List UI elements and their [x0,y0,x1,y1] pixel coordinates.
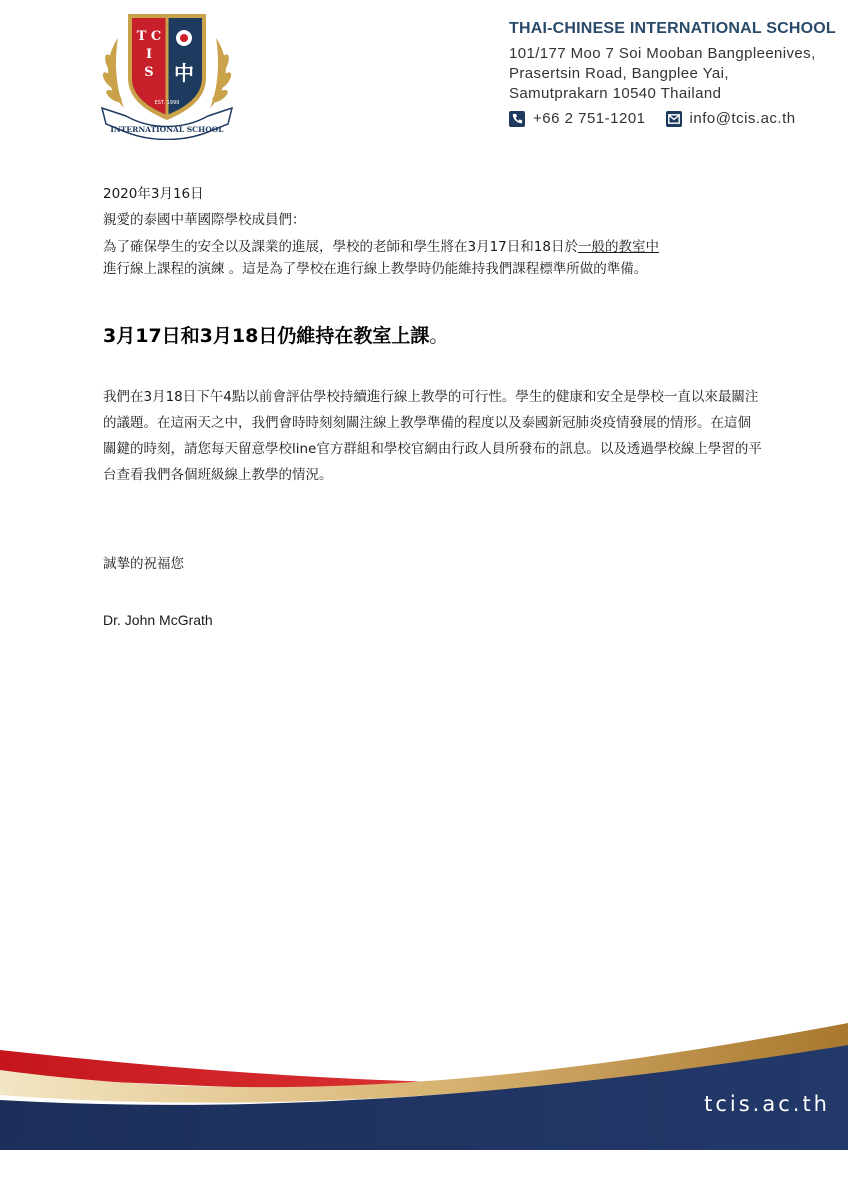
email-address[interactable]: info@tcis.ac.th [689,110,796,127]
letter-date: 2020年3月16日 [103,186,204,202]
letter-closing: 誠摯的祝福您 [103,556,184,572]
school-address [509,44,839,104]
svg-text:中: 中 [174,61,194,85]
phone-icon [509,111,525,127]
phone-number[interactable]: +66 2 751-1201 [533,110,646,127]
footer-banner [0,1015,848,1150]
paragraph-2: 我們在3月18日下午4點以前會評估學校持續進行線上教學的可行性。學生的健康和安全是學校一直以來最關注的議題。在這兩天之中，我們會時時刻刻關注線上教學準備的程度以及泰國新冠肺炎疫情發展的情形。在這個關鍵的時刻，請您每天留意學校line官方群組和學校官網由行政人員所發布的訊息。以及透過學校線上學習的平台查看我們各個班級線上教學的情況。 [103,389,762,483]
svg-text:I: I [145,47,153,62]
paragraph-1-text-cont: 進行線上課程的演練 。這是為了學校在進行線上教學時仍能維持我們課程標準所做的準備。 [103,261,648,277]
headline-notice [103,321,448,348]
contact-row [509,110,796,127]
address-line: 101/177 Moo 7 Soi Mooban Bangpleenives, [509,45,816,62]
headline-punct: 。 [429,325,449,347]
underlined-classroom-phrase: 一般的教室中 [577,239,659,255]
school-logo [96,8,238,140]
svg-text:INTERNATIONAL SCHOOL: INTERNATIONAL SCHOOL [110,125,224,134]
letter-greeting: 親愛的泰國中華國際學校成員們： [103,212,306,228]
footer-website-url[interactable]: tcis.ac.th [704,1092,830,1116]
paragraph-1 [103,236,763,280]
svg-text:EST. 1999: EST. 1999 [154,100,180,106]
headline-text: 3月17日和3月18日仍維持在教室上課 [103,325,430,347]
shield-icon [128,14,206,120]
paragraph-1-text: 為了確保學生的安全以及課業的進展，學校的老師和學生將在3月17日和18日於 [103,239,578,255]
svg-text:T C: T C [136,29,162,44]
address-line: Prasertsin Road, Bangplee Yai, [509,65,729,82]
school-name: THAI-CHINESE INTERNATIONAL SCHOOL [509,20,836,37]
email-icon [666,111,682,127]
address-line: Samutprakarn 10540 Thailand [509,85,722,102]
svg-text:S: S [144,65,154,80]
school-header [509,20,839,104]
letter-signature: Dr. John McGrath [103,612,213,628]
